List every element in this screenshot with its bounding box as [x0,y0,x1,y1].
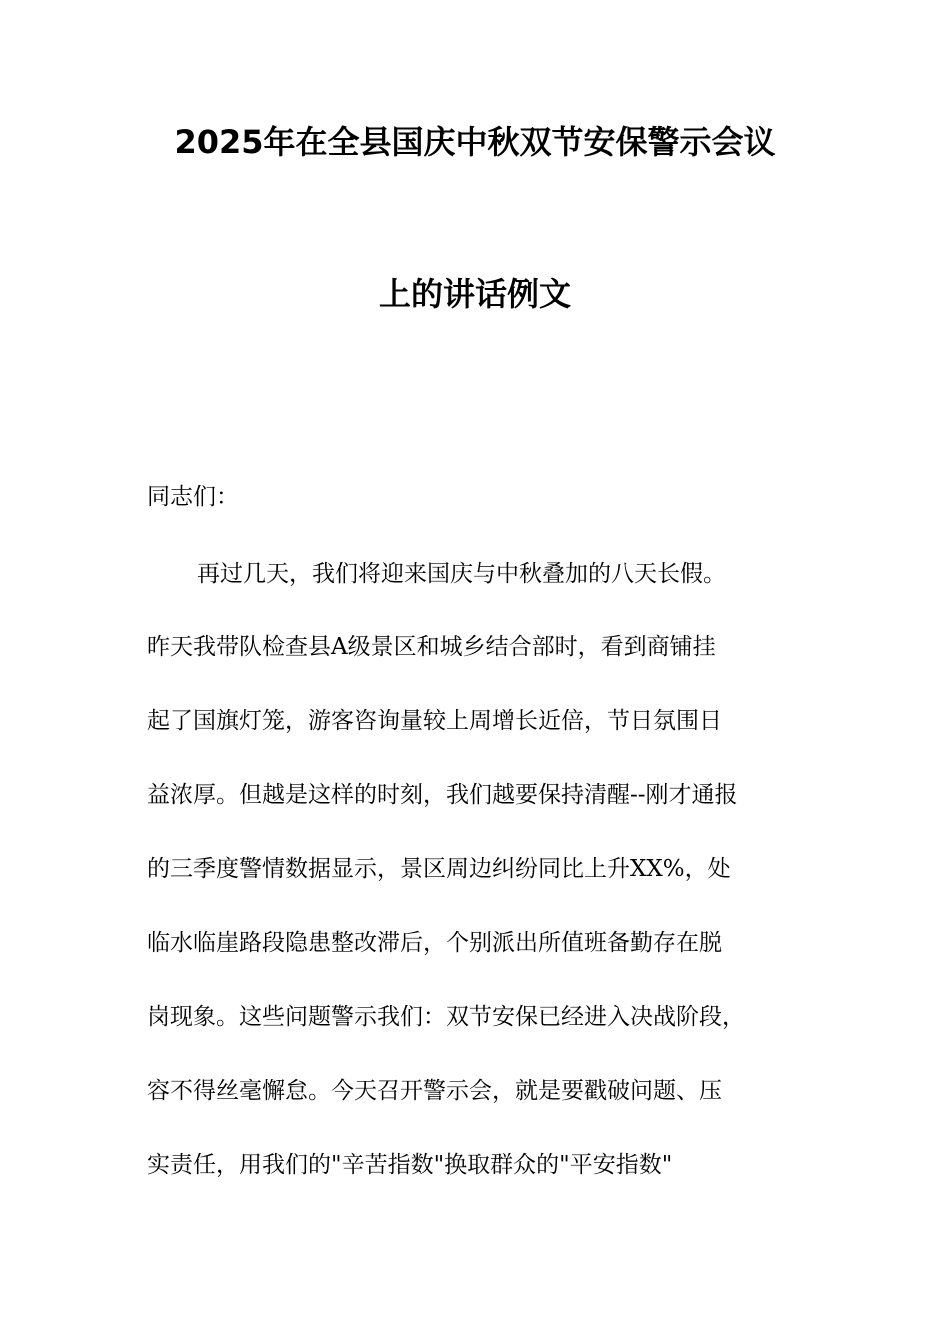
paragraph-line: 临水临崖路段隐患整改滞后，个别派出所值班备勤存在脱 [147,930,722,956]
paragraph-line: 岗现象。这些问题警示我们：双节安保已经进入决战阶段， [147,1004,745,1030]
paragraph-line: 容不得丝毫懈怠。今天召开警示会，就是要戳破问题、压 [147,1078,722,1104]
paragraph-line: 再过几天，我们将迎来国庆与中秋叠加的八天长假。 [197,561,726,587]
document-title-line-1: 2025年在全县国庆中秋双节安保警示会议 [174,123,776,161]
paragraph-line: 益浓厚。但越是这样的时刻，我们越要保持清醒--刚才通报 [147,782,738,808]
paragraph-line: 昨天我带队检查县A级景区和城乡结合部时，看到商铺挂 [147,634,716,660]
document-title-line-2: 上的讲话例文 [378,275,571,313]
paragraph-line: 起了国旗灯笼，游客咨询量较上周增长近倍，节日氛围日 [147,708,722,734]
paragraph-line: 的三季度警情数据显示，景区周边纠纷同比上升XX%，处 [147,856,731,882]
paragraph-line: 实责任，用我们的"辛苦指数"换取群众的"平安指数" [147,1152,673,1178]
salutation: 同志们： [147,484,239,510]
